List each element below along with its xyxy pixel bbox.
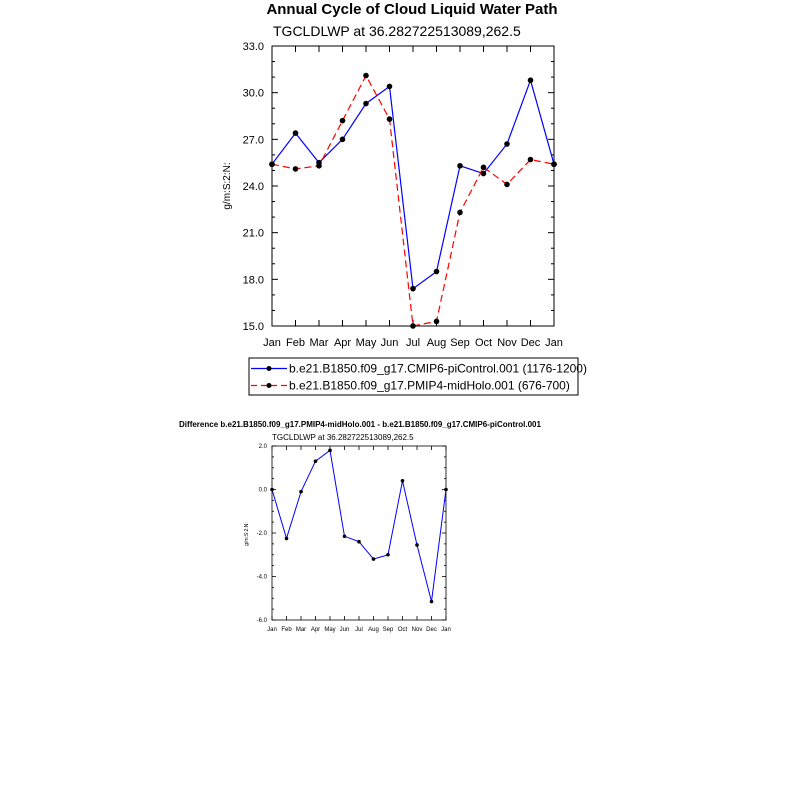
- legend-label-pmip4: b.e21.B1850.f09_g17.PMIP4-midHolo.001 (676-700): [289, 378, 570, 393]
- difference-chart-ylabel: g/m:S:2:N:: [244, 522, 250, 546]
- main-series-1-point: [363, 73, 369, 79]
- difference-chart-subtitle: TGCLDLWP at 36.282722513089,262.5: [272, 433, 414, 442]
- main-series-1-point: [434, 319, 440, 325]
- diff-series-0-point: [372, 557, 376, 561]
- main-ytick-label: 18.0: [242, 274, 264, 287]
- diff-xtick-label: Feb: [281, 627, 292, 633]
- main-ytick-label: 24.0: [242, 181, 264, 193]
- main-series-0-point: [293, 130, 299, 136]
- main-xtick-label: Feb: [286, 337, 305, 349]
- diff-series-0-point: [415, 543, 419, 547]
- main-series-0-point: [504, 141, 510, 147]
- diff-series-0-point: [343, 534, 347, 538]
- main-series-1-point: [340, 118, 346, 124]
- main-chart-subtitle: TGCLDLWP at 36.282722513089,262.5: [273, 23, 521, 39]
- diff-series-0-line: [272, 450, 446, 601]
- diff-series-0-point: [270, 488, 274, 492]
- legend-marker-pmip4: [267, 383, 272, 388]
- diff-series-0-point: [314, 459, 318, 463]
- main-series-0-point: [481, 171, 487, 177]
- main-series-0-point: [434, 269, 440, 275]
- main-ytick-label: 15.0: [242, 321, 264, 333]
- diff-ytick-label: -2.0: [256, 531, 267, 537]
- diff-ytick-label: -4.0: [256, 574, 267, 581]
- main-ytick-label: 27.0: [242, 134, 264, 147]
- main-series-0-point: [387, 84, 393, 90]
- diff-xtick-label: Nov: [411, 627, 423, 633]
- main-xtick-label: Sep: [450, 337, 470, 349]
- main-xtick-label: Oct: [474, 337, 493, 349]
- diff-xtick-label: Mar: [295, 627, 307, 633]
- main-xtick-label: Jul: [405, 337, 421, 349]
- diff-xtick-label: Oct: [397, 627, 408, 633]
- main-xtick-label: Jan: [263, 337, 281, 349]
- main-xtick-label: Mar: [309, 337, 329, 349]
- diff-xtick-label: Sep: [382, 627, 394, 633]
- diff-ytick-label: -6.0: [256, 618, 267, 624]
- legend-marker-cmip6: [267, 366, 272, 371]
- diff-ytick-label: 2.0: [258, 444, 267, 450]
- diff-series-0-point: [328, 449, 332, 453]
- main-series-0-point: [457, 163, 463, 169]
- main-ytick-label: 21.0: [242, 227, 264, 240]
- main-series-0-point: [363, 101, 369, 107]
- legend-label-cmip6: b.e21.B1850.f09_g17.CMIP6-piControl.001 (1176-1200): [289, 361, 587, 376]
- main-ytick-label: 33.0: [242, 41, 264, 53]
- main-series-1-point: [551, 161, 557, 167]
- diff-xtick-label: Jan: [441, 627, 451, 633]
- diff-xtick-label: Jan: [267, 627, 277, 633]
- main-xtick-label: Dec: [520, 337, 541, 349]
- diff-series-0-point: [386, 553, 390, 557]
- difference-chart: [179, 420, 541, 633]
- main-series-1-point: [293, 166, 299, 172]
- main-series-1-point: [481, 165, 487, 171]
- main-series-1-point: [410, 323, 416, 329]
- main-series-0-point: [340, 137, 346, 143]
- diff-ytick-label: 0.0: [258, 487, 267, 494]
- main-series-1-point: [504, 182, 510, 188]
- main-xtick-label: May: [355, 337, 377, 349]
- difference-plot-frame: [272, 446, 446, 620]
- main-xtick-label: Nov: [497, 337, 517, 349]
- difference-chart-title: Difference b.e21.B1850.f09_g17.PMIP4-midHolo.001 - b.e21.B1850.f09_g17.CMIP6-piControl.001: [179, 420, 541, 429]
- main-series-1-point: [528, 157, 534, 163]
- main-series-0-point: [528, 77, 534, 83]
- main-series-0-point: [410, 286, 416, 292]
- diff-series-0-point: [401, 479, 405, 483]
- main-ytick-label: 30.0: [242, 87, 264, 100]
- diff-xtick-label: May: [324, 627, 336, 633]
- main-series-0-line: [272, 80, 554, 289]
- main-chart-title: Annual Cycle of Cloud Liquid Water Path: [266, 1, 558, 18]
- legend: [249, 358, 587, 395]
- diff-series-0-point: [299, 490, 303, 494]
- main-xtick-label: Jan: [545, 337, 563, 349]
- main-chart: [222, 1, 563, 349]
- diff-xtick-label: Aug: [368, 627, 379, 633]
- diff-series-0-point: [430, 600, 434, 604]
- main-series-1-point: [457, 210, 463, 216]
- diff-xtick-label: Jul: [355, 627, 363, 633]
- diff-xtick-label: Dec: [426, 627, 437, 633]
- diff-series-0-point: [357, 540, 361, 544]
- main-series-1-point: [269, 161, 275, 167]
- diff-xtick-label: Apr: [310, 627, 321, 633]
- diff-series-0-point: [444, 488, 448, 492]
- main-xtick-label: Apr: [333, 337, 352, 349]
- main-xtick-label: Aug: [426, 337, 447, 349]
- diff-series-0-point: [285, 537, 289, 541]
- main-series-1-point: [316, 163, 322, 169]
- main-series-1-point: [387, 116, 393, 122]
- diff-xtick-label: Jun: [339, 627, 350, 633]
- main-xtick-label: Jun: [380, 337, 399, 349]
- main-chart-ylabel: g/m:S:2:N:: [222, 162, 233, 210]
